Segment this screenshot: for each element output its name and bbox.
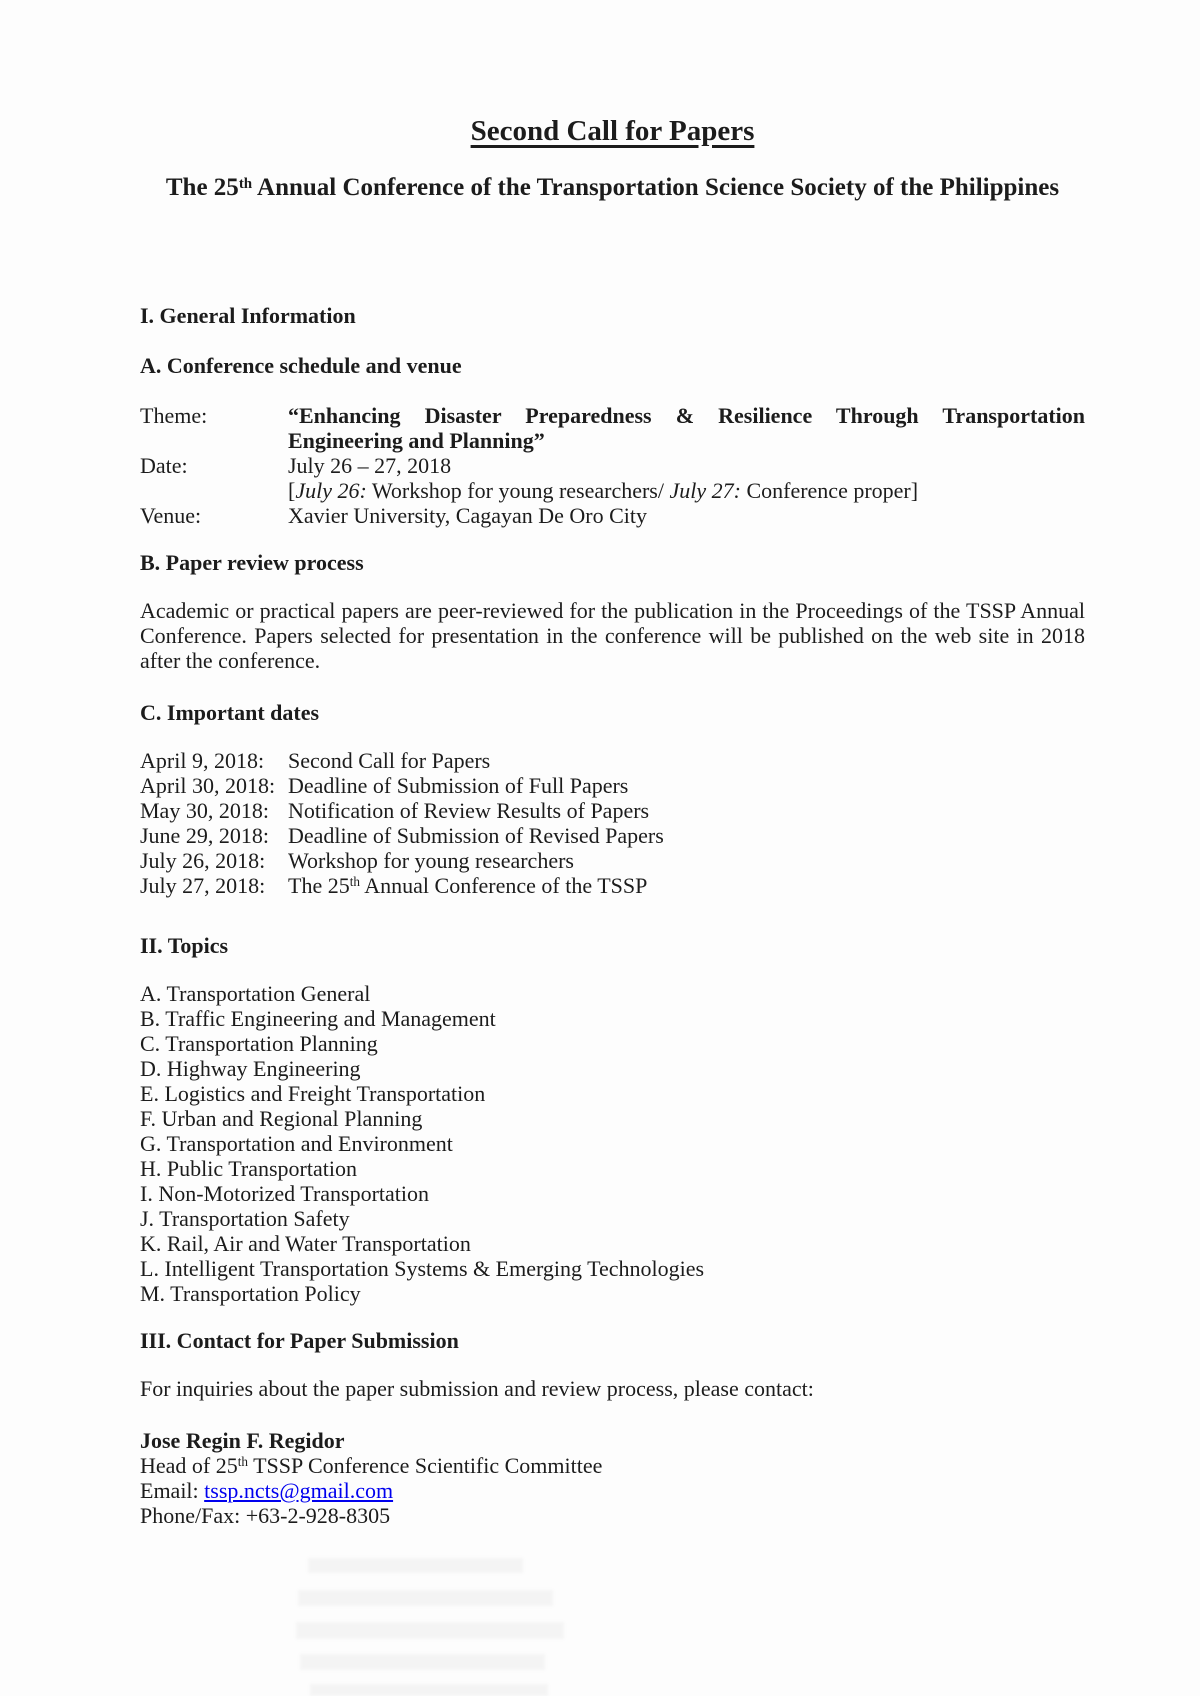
page-title: Second Call for Papers (470, 115, 755, 147)
section-heading-schedule-venue: A. Conference schedule and venue (140, 353, 462, 378)
email-label: Email: (140, 1478, 205, 1503)
topic-item: B. Traffic Engineering and Management (140, 1006, 496, 1031)
section-heading-important-dates: C. Important dates (140, 700, 320, 725)
subtitle-text: The 25 (165, 174, 239, 201)
date-label: June 29, 2018: (140, 823, 269, 848)
topic-item: C. Transportation Planning (140, 1031, 378, 1056)
section-heading-contact: III. Contact for Paper Submission (140, 1328, 459, 1353)
date-label: July 27, 2018: (140, 873, 266, 898)
contact-intro: For inquiries about the paper submission and review process, please contact: (140, 1376, 814, 1401)
contact-block (140, 1428, 1085, 1528)
paper-review-paragraph: Academic or practical papers are peer-reviewed for the publication in the Proceedings of the TSSP Annual Conference. Papers selected for presentation in the conference will be published on the web site in 2018 after the conference. (140, 598, 1085, 673)
schedule-date-row (140, 453, 1085, 478)
topic-item: I. Non-Motorized Transportation (140, 1181, 430, 1206)
schedule-theme-label: Theme: (140, 403, 208, 428)
contact-phone: Phone/Fax: +63-2-928-8305 (140, 1503, 391, 1528)
important-dates-list (140, 748, 1085, 898)
topics-list (140, 981, 1085, 1306)
topic-item: A. Transportation General (140, 981, 371, 1006)
important-date-row (140, 798, 1085, 823)
date-label: April 30, 2018: (140, 773, 276, 798)
important-date-row (140, 823, 1085, 848)
schedule-theme-row (140, 403, 1085, 453)
section-heading-general-information: I. General Information (140, 303, 356, 328)
topic-item: G. Transportation and Environment (140, 1131, 453, 1156)
topic-item: J. Transportation Safety (140, 1206, 350, 1231)
important-date-row (140, 873, 1085, 898)
contact-email-line (140, 1478, 1085, 1503)
schedule-theme-value: “Enhancing Disaster Preparedness & Resilience Through Transportation Engineering and Planning” (288, 403, 1085, 453)
date-event: Notification of Review Results of Papers (288, 798, 650, 823)
topic-item: K. Rail, Air and Water Transportation (140, 1231, 471, 1256)
date-label: April 9, 2018: (140, 748, 265, 773)
date-label: July 26, 2018: (140, 848, 266, 873)
date-event: Deadline of Submission of Full Papers (288, 773, 629, 798)
conference-subtitle: The 25th Annual Conference of the Transportation Science Society of the Philippines (165, 174, 1060, 201)
date-event: Second Call for Papers (288, 748, 491, 773)
schedule-venue-row (140, 503, 1085, 528)
date-label: May 30, 2018: (140, 798, 269, 823)
section-heading-paper-review: B. Paper review process (140, 550, 364, 575)
ordinal-superscript: th (237, 1454, 249, 1470)
date-event: The 25th Annual Conference of the TSSP (288, 873, 648, 898)
topic-item: E. Logistics and Freight Transportation (140, 1081, 486, 1106)
important-date-row (140, 748, 1085, 773)
schedule-venue-value: Xavier University, Cagayan De Oro City (288, 503, 648, 528)
contact-role: Head of 25th TSSP Conference Scientific Committee (140, 1453, 603, 1478)
schedule-date-value: July 26 – 27, 2018 (288, 453, 452, 478)
contact-name: Jose Regin F. Regidor (140, 1428, 345, 1453)
schedule-venue-label: Venue: (140, 503, 202, 528)
topic-item: D. Highway Engineering (140, 1056, 361, 1081)
date-event: Deadline of Submission of Revised Papers (288, 823, 664, 848)
important-date-row (140, 773, 1085, 798)
ordinal-superscript: th (238, 175, 253, 192)
schedule-table (140, 403, 1085, 528)
date-event: Workshop for young researchers (288, 848, 574, 873)
ordinal-superscript: th (349, 874, 360, 890)
email-link[interactable]: tssp.ncts@gmail.com (204, 1478, 394, 1503)
schedule-date-note-row (140, 478, 1085, 503)
important-date-row (140, 848, 1085, 873)
schedule-date-note: [July 26: Workshop for young researchers/ July 27: Conference proper] (288, 478, 919, 503)
topic-item: L. Intelligent Transportation Systems & Emerging Technologies (140, 1256, 705, 1281)
topic-item: H. Public Transportation (140, 1156, 357, 1181)
schedule-date-label: Date: (140, 453, 188, 478)
topic-item: F. Urban and Regional Planning (140, 1106, 423, 1131)
section-heading-topics: II. Topics (140, 933, 229, 958)
topic-item: M. Transportation Policy (140, 1281, 361, 1306)
